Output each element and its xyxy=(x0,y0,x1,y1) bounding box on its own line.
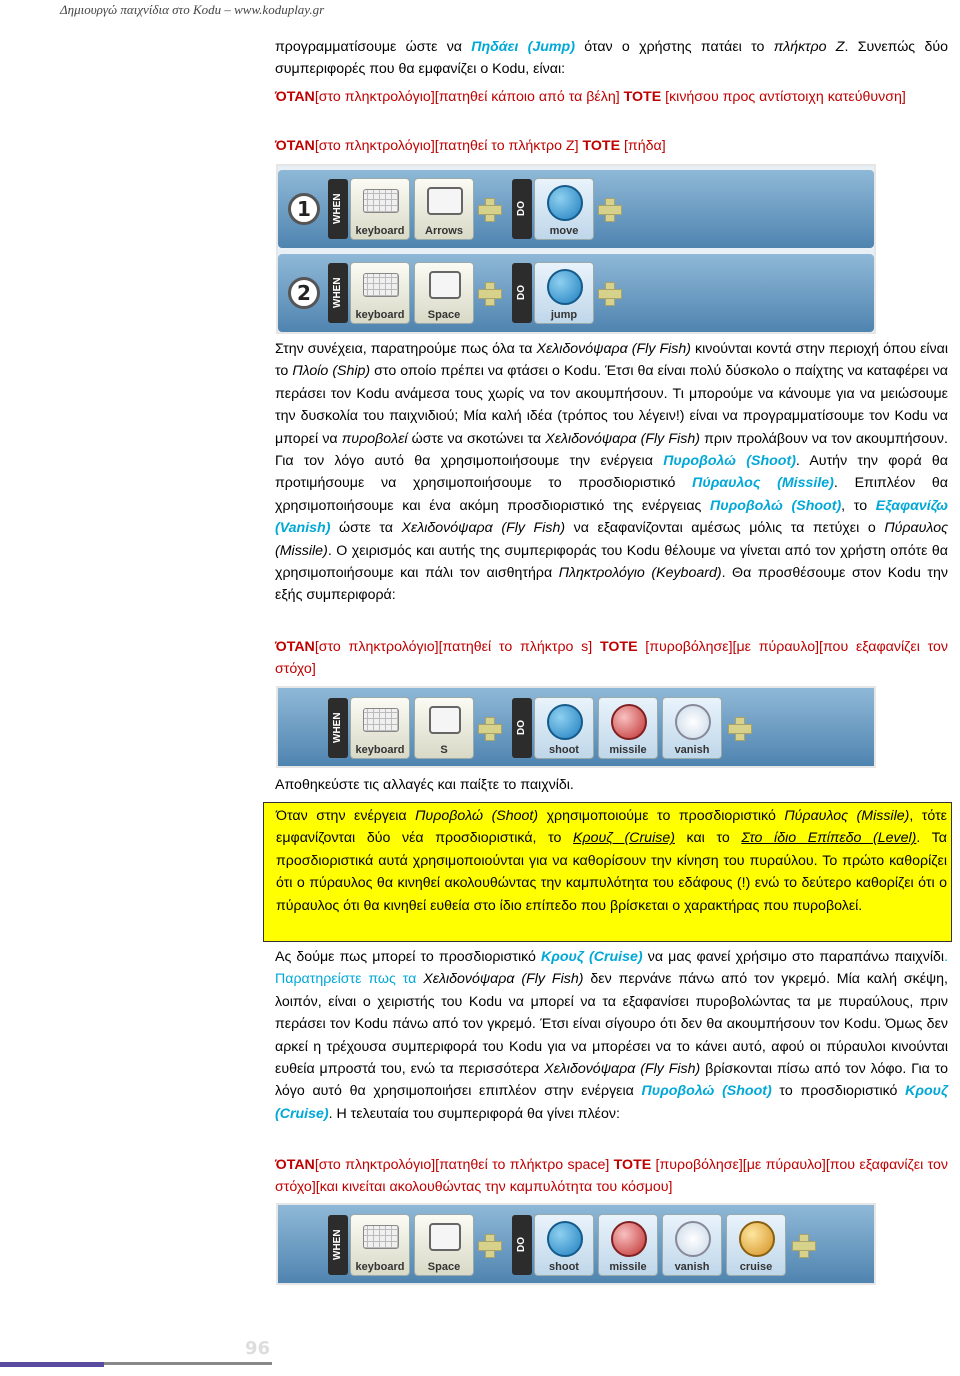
space-tile[interactable]: Space xyxy=(414,262,474,324)
text: όταν ο χρήστης πατάει το xyxy=(574,39,774,55)
vanish-tile[interactable]: vanish xyxy=(662,697,722,759)
jump-term: Πηδάει (Jump) xyxy=(471,39,575,55)
vanish-term: Εξαφανίζω (Vanish) xyxy=(275,497,949,537)
add-icon[interactable] xyxy=(478,282,500,304)
text: . Συνεπώς δύο συμπεριφορές που θα εμφανίζει ο Kodu, είναι: xyxy=(275,39,948,78)
kodu-rule-image-2 xyxy=(276,686,876,768)
paragraph-intro xyxy=(275,36,948,81)
shoot-icon xyxy=(547,704,583,740)
ship-term: Πλοίο (Ship) xyxy=(292,363,371,380)
s-key-tile[interactable]: S xyxy=(414,697,474,759)
keyboard-tile[interactable]: keyboard xyxy=(350,178,410,240)
add-icon[interactable] xyxy=(478,198,500,220)
add-icon[interactable] xyxy=(792,1234,814,1256)
page-header: Δημιουργώ παιχνίδια στο Kodu – www.koduplay.gr xyxy=(60,2,325,17)
text: [στο πληκτρολόγιο][πατηθεί κάποιο από τα βέλη] xyxy=(314,89,624,105)
when-word: ΌΤΑΝ xyxy=(275,89,315,105)
keyboard-tile[interactable]: keyboard xyxy=(350,262,410,324)
text: [κινήσου προς αντίστοιχη κατεύθυνση] xyxy=(661,89,906,105)
when-word: ΌΤΑΝ xyxy=(275,138,315,154)
add-icon[interactable] xyxy=(728,717,750,739)
rule-b-text xyxy=(275,135,948,157)
fly-fish-term: Χελιδονόψαρα (Fly Fish) xyxy=(536,341,692,357)
do-label: DO xyxy=(512,263,532,323)
add-icon[interactable] xyxy=(598,198,620,220)
keyboard-tile[interactable]: keyboard xyxy=(350,697,410,759)
shoot-tile[interactable]: shoot xyxy=(534,1214,594,1276)
vanish-tile[interactable]: vanish xyxy=(662,1214,722,1276)
space-key-icon xyxy=(429,1223,461,1251)
kodu-icon xyxy=(547,185,583,221)
shoot-icon xyxy=(547,1221,583,1257)
missile-icon xyxy=(611,704,647,740)
z-key-term: πλήκτρο Z xyxy=(773,39,845,55)
when-label: WHEN xyxy=(328,1215,348,1275)
rule-row-2 xyxy=(278,254,874,332)
rule-c-text: ΌΤΑΝ[στο πληκτρολόγιο][πατηθεί το πλήκτρο s] ΤΟΤΕ [πυροβόλησε][με πύραυλο][που εξαφανίζει τον στόχο] xyxy=(275,639,948,678)
add-icon[interactable] xyxy=(478,1234,500,1256)
missile-tile[interactable]: missile xyxy=(598,697,658,759)
when-label: WHEN xyxy=(328,179,348,239)
cruise-icon xyxy=(739,1221,775,1257)
missile-icon xyxy=(611,1221,647,1257)
rule-number-2: 2 xyxy=(288,277,320,309)
kodu-rule-image-3 xyxy=(276,1203,876,1285)
cruise-term: Κρουζ (Cruise) xyxy=(573,830,675,847)
save-instruction: Αποθηκεύστε τις αλλαγές και παίξτε το παιχνίδι. xyxy=(275,777,574,793)
then-word: ΤΟΤΕ xyxy=(582,138,621,154)
space-key-icon xyxy=(429,271,461,299)
s-key-icon xyxy=(429,706,461,734)
missile-term: Πύραυλος (Missile) xyxy=(692,475,834,492)
kodu-rules-image-1 xyxy=(276,164,876,334)
do-label: DO xyxy=(512,698,532,758)
rule-number-1: 1 xyxy=(288,193,320,225)
highlight-note: Όταν στην ενέργεια Πυροβολώ (Shoot) χρησιμοποιούμε το προσδιοριστικό Πύραυλος (Missile), τότε εμφανίζονται δύο νέα προσδιοριστικά, το Κρουζ (Cruise) και το Στο ίδιο Επίπεδο (Level). Τα προσδιοριστικά αυτά χρησιμοποιούνται για να καθορίσουν την κίνηση του πυραύλου. Το πρώτο καθορίζει ότι ο πύραυλος θα κινηθεί ακολουθώντας την καμπυλότητα του εδάφους (!) ενώ το δεύτερο καθορίζει ότι ο πύραυλος ότι θα κινηθεί ευθεία στο ίδιο επίπεδο που βρίσκεται ο χαρακτήρας που πυροβολεί. xyxy=(263,802,952,942)
jump-tile[interactable]: jump xyxy=(534,262,594,324)
paragraph-cruise: Ας δούμε πως μπορεί το προσδιοριστικό Κρουζ (Cruise) να μας φανεί χρήσιμο στο παραπάνω παιχνίδι. Παρατηρείστε πως τα Χελιδονόψαρα (Fly Fish) δεν περνάνε πάνω από τον γκρεμό. Μία καλή σκέψη, λοιπόν, είναι ο χειριστής του Kodu να μπορεί να τα εξαφανίσει πυροβολώντας τα με πυραύλους, πριν περάσει τον Kodu πάνω από τον γκρεμό. Έτσι είναι σίγουρο ότι δεν θα ακουμπήσουν τον Kodu. Όμως δεν αρκεί η τρέχουσα συμπεριφορά του Kodu για να μπορέσει να το κάνει αυτό, αφού οι πύραυλοι κινούνται ευθεία μπροστά του, ενώ τα περισσότερα Χελιδονόψαρα (Fly Fish) βρίσκονται πίσω από τον λόφο. Για το λόγο αυτό θα χρησιμοποιήσει επιπλέον στην ενέργεια Πυροβολώ (Shoot) το προσδιοριστικό Κρουζ (Cruise). Η τελευταία του συμπεριφορά θα γίνει πλέον: xyxy=(275,949,949,1122)
keyboard-tile[interactable]: keyboard xyxy=(350,1214,410,1276)
vanish-icon xyxy=(675,1221,711,1257)
keyboard-icon xyxy=(363,1225,399,1249)
then-word: ΤΟΤΕ xyxy=(623,89,662,105)
move-tile[interactable]: move xyxy=(534,178,594,240)
add-icon[interactable] xyxy=(478,717,500,739)
paragraph-main: Στην συνέχεια, παρατηρούμε πως όλα τα Χελιδονόψαρα (Fly Fish) κινούνται κοντά στην περιοχή όπου είναι το Πλοίο (Ship) στο οποίο πρέπει να φτάσει ο Kodu. Έτσι θα είναι πολύ δύσκολο ο παίχτης να καταφέρει να περάσει τον Kodu ανάμεσα τους χωρίς να τον ακουμπήσουν. Τι μπορούμε να κάνουμε για να μειώσουμε την δυσκολία του παιχνιδιού; Μία καλή ιδέα (τρόπος του λέγειν!) είναι να προγραμματίσουμε τον Kodu να μπορεί να πυροβολεί ώστε να σκοτώνει τα Χελιδονόψαρα (Fly Fish) πριν προλάβουν να τον ακουμπήσουν. Για τον λόγο αυτό θα χρησιμοποιήσουμε την ενέργεια Πυροβολώ (Shoot). Αυτήν την φορά θα προτιμήσουμε να χρησιμοποιήσουμε το προσδιοριστικό Πύραυλος (Missile). Επιπλέον θα χρησιμοποιήσουμε και ένα ακόμη προσδιοριστικό της ενέργειας Πυροβολώ (Shoot), το Εξαφανίζω (Vanish) ώστε τα Χελιδονόψαρα (Fly Fish) να εξαφανίζονται αμέσως μόλις τα πετύχει ο Πύραυλος (Missile). Ο χειρισμός και αυτής της συμπεριφοράς του Kodu θέλουμε να γίνεται από τον χρήστη οπότε θα χρησιμοποιήσουμε και πάλι τον αισθητήρα Πληκτρολόγιο (Keyboard). Θα προσθέσουμε στον Kodu την εξής συμπεριφορά: xyxy=(275,341,949,604)
keyboard-icon xyxy=(363,273,399,297)
kodu-jump-icon xyxy=(547,269,583,305)
page-number: 96 xyxy=(245,1338,271,1359)
do-label: DO xyxy=(512,1215,532,1275)
keyboard-icon xyxy=(363,708,399,732)
keyboard-icon xyxy=(363,189,399,213)
arrows-icon xyxy=(427,187,463,215)
level-term: Στο ίδιο Επίπεδο (Level) xyxy=(741,830,917,847)
missile-tile[interactable]: missile xyxy=(598,1214,658,1276)
text: [στο πληκτρολόγιο][πατηθεί το πλήκτρο Z] xyxy=(314,138,583,154)
do-label: DO xyxy=(512,179,532,239)
rule-row-1 xyxy=(278,170,874,248)
text: προγραμματίσουμε ώστε να xyxy=(275,39,472,55)
arrows-tile[interactable]: Arrows xyxy=(414,178,474,240)
rule-d-text: ΌΤΑΝ[στο πληκτρολόγιο][πατηθεί το πλήκτρο space] ΤΟΤΕ [πυροβόλησε][με πύραυλο][που εξαφανίζει τον στόχο][και κινείται ακολουθώντας την καμπυλότητα του κόσμου] xyxy=(275,1157,948,1196)
rule-a-text xyxy=(275,86,948,108)
vanish-icon xyxy=(675,704,711,740)
cruise-tile[interactable]: cruise xyxy=(726,1214,786,1276)
text: [πήδα] xyxy=(620,138,666,154)
add-icon[interactable] xyxy=(598,282,620,304)
shoot-term: Πυροβολώ (Shoot) xyxy=(663,453,796,470)
footer-accent xyxy=(0,1362,104,1367)
when-label: WHEN xyxy=(328,698,348,758)
keyboard-term: Πληκτρολόγιο (Keyboard) xyxy=(558,565,722,582)
shoot-tile[interactable]: shoot xyxy=(534,697,594,759)
when-label: WHEN xyxy=(328,263,348,323)
space-tile[interactable]: Space xyxy=(414,1214,474,1276)
